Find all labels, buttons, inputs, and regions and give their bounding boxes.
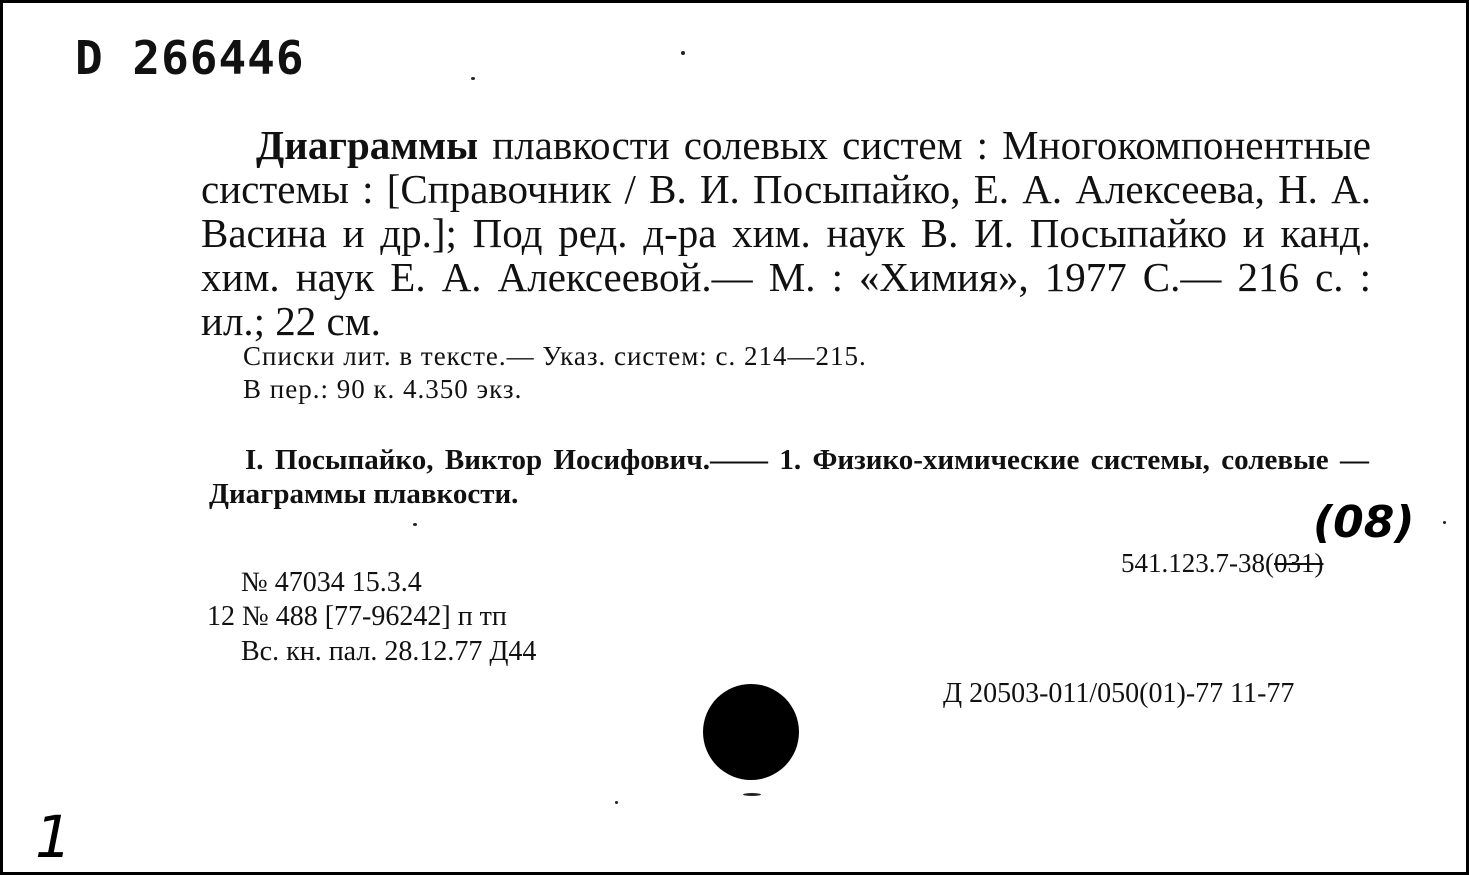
title-description: плавкости солевых систем : Многокомпонентные системы : [Справочник / В. И. Посыпайко, Е. А. Алексеева, Н. А. Васина и др.]; Под ред. д-ра хим. наук В. И. Посыпайко и канд. хим. наук Е. А. Алексеевой.— М. : «Химия», 1977 С.— 216 с. : ил.; 22 см.	[201, 122, 1371, 344]
udc-index	[1121, 548, 1323, 579]
udc-prefix: 541.123.7-38(	[1121, 548, 1274, 578]
title-lead-word: Диаграммы	[256, 122, 479, 168]
scan-speck	[413, 523, 417, 526]
subject-headings	[209, 443, 1369, 511]
registration-line-1: № 47034 15.3.4	[241, 567, 422, 598]
bibliography-note: Списки лит. в тексте.— Указ. систем: с. 214—215.	[243, 341, 867, 371]
catalog-code: Д 20503-011/050(01)-77 11-77	[943, 678, 1295, 709]
scan-speck	[681, 51, 685, 55]
scan-speck	[471, 77, 475, 80]
price-print-run-note: В пер.: 90 к. 4.350 экз.	[243, 374, 523, 404]
registration-line-2: 12 № 488 [77-96242] п тп	[207, 601, 507, 632]
punch-hole	[703, 684, 799, 780]
scan-speck	[615, 801, 618, 804]
bibliographic-description	[201, 123, 1371, 343]
subject-headings-text: I. Посыпайко, Виктор Иосифович.—— 1. Физико-химические системы, солевые — Диаграммы плавкости.	[209, 444, 1369, 510]
scan-speck	[743, 793, 761, 796]
registration-line-3: Вс. кн. пал. 28.12.77 Д44	[241, 636, 537, 667]
card-stamp-number: D 266446	[75, 31, 305, 85]
handwritten-correction: (08)	[1313, 497, 1415, 548]
handwritten-number: 1	[35, 803, 72, 871]
scan-speck	[1443, 521, 1446, 524]
udc-struck-part: 031)	[1273, 548, 1324, 578]
